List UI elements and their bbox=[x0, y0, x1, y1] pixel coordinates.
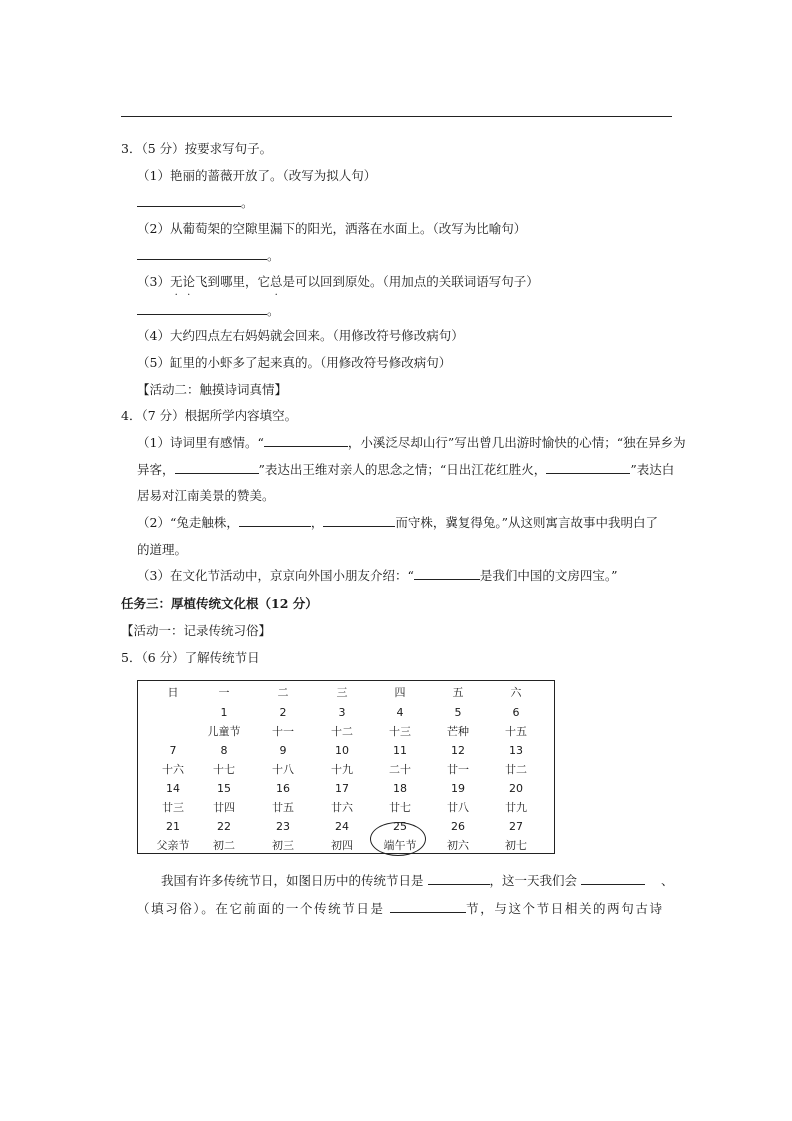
calendar-lunar-date: 廿二 bbox=[505, 763, 527, 776]
calendar-lunar-date: 十七 bbox=[213, 763, 235, 776]
calendar-date: 26 bbox=[451, 820, 465, 833]
calendar-lunar-date: 二十 bbox=[389, 763, 411, 776]
q3-item-3: （3）无论飞到哪里，它总是可以回到原处。（用加点的关联词语写句子） bbox=[137, 274, 539, 289]
activity-2-heading: 【活动二：触摸诗词真情】 bbox=[137, 382, 288, 397]
answer-blank[interactable] bbox=[546, 461, 630, 474]
calendar-date: 5 bbox=[454, 706, 462, 719]
header-rule bbox=[121, 116, 672, 117]
calendar-date: 19 bbox=[451, 782, 465, 795]
answer-blank[interactable] bbox=[264, 434, 348, 447]
q3-item-2: （2）从葡萄架的空隙里漏下的阳光，洒落在水面上。（改写为比喻句） bbox=[137, 221, 527, 236]
q3-title: 3．（5 分）按要求写句子。 bbox=[121, 141, 273, 156]
calendar-date: 15 bbox=[217, 782, 231, 795]
dotted-word: 论 bbox=[182, 274, 195, 289]
q5-paragraph-line-1: 我国有许多传统节日，如图日历中的传统节日是 ，这一天我们会 、 bbox=[161, 873, 674, 888]
calendar-lunar-date: 廿八 bbox=[447, 801, 469, 814]
calendar-lunar-date: 十九 bbox=[331, 763, 353, 776]
q4-line-1: （1）诗词里有感情。“ ，小溪泛尽却山行”写出曾几出游时愉快的心情；“独在异乡为 bbox=[137, 435, 686, 450]
calendar-lunar-date: 十八 bbox=[272, 763, 294, 776]
answer-blank[interactable] bbox=[175, 461, 259, 474]
calendar-date: 1 bbox=[220, 706, 228, 719]
calendar-weekday-header: 六 bbox=[510, 686, 522, 699]
calendar-lunar-date: 廿九 bbox=[505, 801, 527, 814]
calendar-lunar-date: 初三 bbox=[272, 839, 294, 852]
calendar-date: 23 bbox=[276, 820, 290, 833]
answer-blank[interactable] bbox=[239, 514, 311, 527]
answer-blank[interactable] bbox=[137, 194, 241, 207]
q3-item-5: （5）缸里的小虾多了起来真的。（用修改符号修改病句） bbox=[137, 355, 452, 370]
calendar-lunar-date: 十二 bbox=[331, 725, 353, 738]
answer-blank[interactable] bbox=[390, 900, 466, 913]
calendar-date: 8 bbox=[220, 744, 228, 757]
calendar-date: 12 bbox=[451, 744, 465, 757]
calendar-lunar-date: 初七 bbox=[505, 839, 527, 852]
calendar-date: 14 bbox=[166, 782, 180, 795]
q4-line-2: 异客， ”表达出王维对亲人的思念之情；“日出江花红胜火， ”表达白 bbox=[137, 462, 675, 477]
calendar-date: 9 bbox=[279, 744, 287, 757]
q4-line-4: （2）“兔走触株， ， 而守株，冀复得兔。”从这则寓言故事中我明白了 bbox=[137, 515, 659, 530]
calendar-date: 17 bbox=[335, 782, 349, 795]
q4-line-5: 的道理。 bbox=[137, 542, 188, 557]
answer-blank[interactable] bbox=[428, 872, 490, 885]
q5-title: 5．（6 分）了解传统节日 bbox=[121, 650, 260, 665]
calendar-weekday-header: 二 bbox=[277, 686, 289, 699]
calendar-date: 2 bbox=[279, 706, 287, 719]
calendar-weekday-header: 三 bbox=[336, 686, 348, 699]
task-3-heading: 任务三：厚植传统文化根（12 分） bbox=[121, 596, 318, 611]
calendar-date: 16 bbox=[276, 782, 290, 795]
calendar-lunar-date: 芒种 bbox=[447, 725, 469, 738]
q3-item-1: （1）艳丽的蔷薇开放了。（改写为拟人句） bbox=[137, 168, 377, 183]
q4-title: 4．（7 分）根据所学内容填空。 bbox=[121, 408, 298, 423]
calendar-lunar-date: 廿七 bbox=[389, 801, 411, 814]
q5-paragraph-line-2: （填习俗）。在它前面的一个传统节日是 节，与这个节日相关的两句古诗 bbox=[137, 901, 664, 916]
calendar-date: 25 bbox=[393, 820, 407, 833]
calendar-date: 4 bbox=[396, 706, 404, 719]
calendar-date: 10 bbox=[335, 744, 349, 757]
calendar-date: 21 bbox=[166, 820, 180, 833]
calendar-date: 18 bbox=[393, 782, 407, 795]
calendar-lunar-date: 父亲节 bbox=[156, 839, 190, 852]
calendar-lunar-date: 廿四 bbox=[213, 801, 235, 814]
answer-blank[interactable] bbox=[581, 872, 645, 885]
calendar-date: 24 bbox=[335, 820, 349, 833]
calendar-lunar-date: 儿童节 bbox=[207, 725, 241, 738]
calendar-date: 11 bbox=[393, 744, 407, 757]
calendar-lunar-date: 十六 bbox=[162, 763, 184, 776]
answer-blank[interactable] bbox=[323, 514, 395, 527]
q4-line-6: （3）在文化节活动中，京京向外国小朋友介绍：“ 是我们中国的文房四宝。” bbox=[137, 568, 618, 583]
calendar-date: 3 bbox=[338, 706, 346, 719]
q3-answer-2: 。 bbox=[137, 247, 280, 265]
q3-answer-1: 。 bbox=[137, 194, 254, 212]
calendar-date: 6 bbox=[512, 706, 520, 719]
calendar-date: 22 bbox=[217, 820, 231, 833]
calendar-table bbox=[137, 680, 555, 854]
calendar-lunar-date: 十三 bbox=[389, 725, 411, 738]
answer-blank[interactable] bbox=[137, 247, 267, 260]
answer-blank[interactable] bbox=[137, 302, 267, 315]
dotted-word: 总 bbox=[270, 274, 283, 289]
q3-answer-3: 。 bbox=[137, 302, 280, 320]
calendar-date: 27 bbox=[509, 820, 523, 833]
calendar-lunar-date: 端午节 bbox=[383, 839, 417, 852]
calendar-lunar-date: 廿一 bbox=[447, 763, 469, 776]
calendar-date: 20 bbox=[509, 782, 523, 795]
calendar-lunar-date: 初四 bbox=[331, 839, 353, 852]
calendar-lunar-date: 十一 bbox=[272, 725, 294, 738]
calendar-weekday-header: 五 bbox=[452, 686, 464, 699]
calendar-lunar-date: 十五 bbox=[505, 725, 527, 738]
calendar-lunar-date: 廿三 bbox=[162, 801, 184, 814]
dotted-word: 无 bbox=[169, 274, 183, 289]
activity-1-heading: 【活动一：记录传统习俗】 bbox=[121, 623, 272, 638]
answer-blank[interactable] bbox=[414, 567, 480, 580]
calendar-weekday-header: 日 bbox=[167, 686, 179, 699]
calendar-lunar-date: 廿六 bbox=[331, 801, 353, 814]
calendar-date: 7 bbox=[169, 744, 177, 757]
calendar-lunar-date: 廿五 bbox=[272, 801, 294, 814]
calendar-weekday-header: 一 bbox=[218, 686, 230, 699]
calendar-weekday-header: 四 bbox=[394, 686, 406, 699]
q3-item-4: （4）大约四点左右妈妈就会回来。（用修改符号修改病句） bbox=[137, 328, 464, 343]
calendar-lunar-date: 初二 bbox=[213, 839, 235, 852]
q4-line-3: 居易对江南美景的赞美。 bbox=[137, 488, 275, 503]
calendar-lunar-date: 初六 bbox=[447, 839, 469, 852]
circled-date-mark bbox=[370, 822, 426, 856]
calendar-date: 13 bbox=[509, 744, 523, 757]
